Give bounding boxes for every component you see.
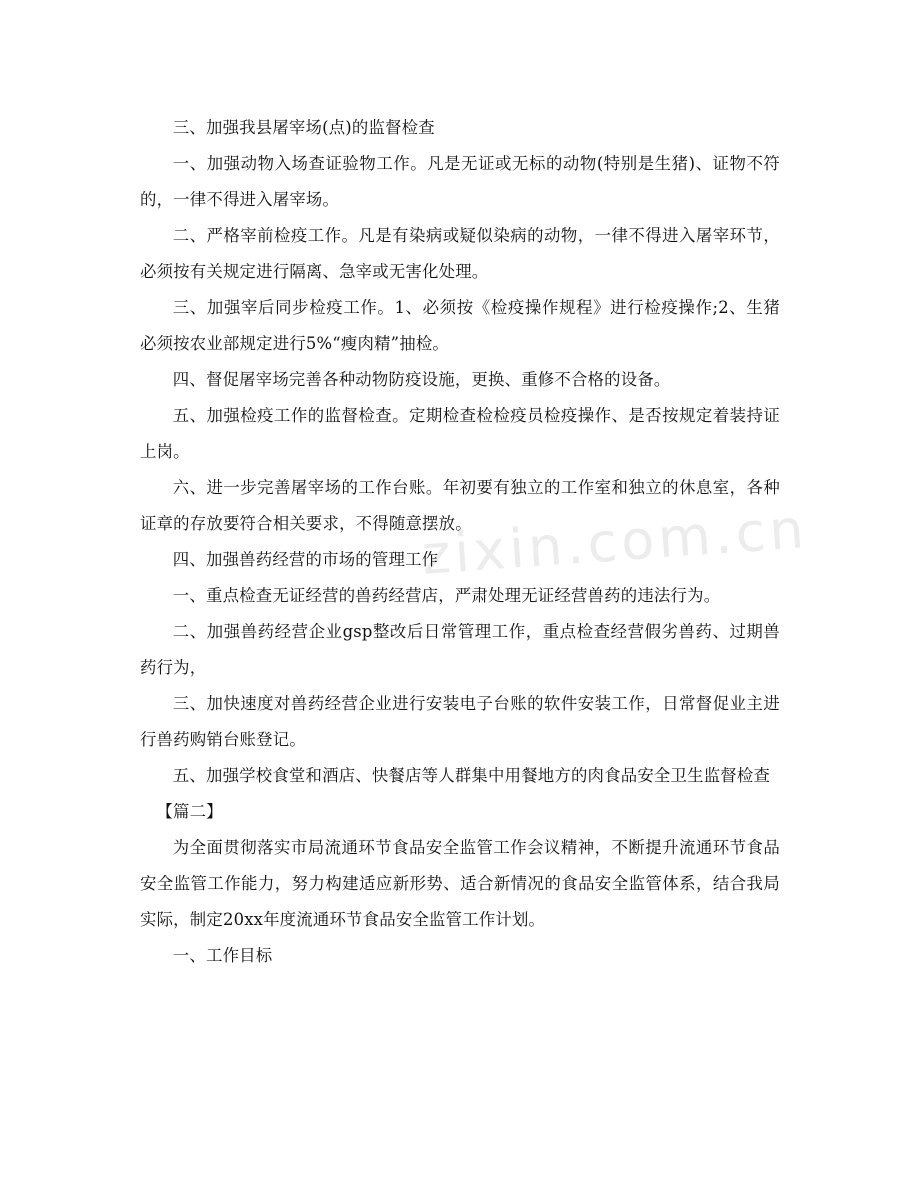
paragraph: 三、加快速度对兽药经营企业进行安装电子台账的软件安装工作，日常督促业主进行兽药购销台账登记。: [140, 694, 780, 749]
paragraph: 二、加强兽药经营企业gsp整改后日常管理工作，重点检查经营假劣兽药、过期兽药行为，: [140, 622, 780, 677]
paragraph: 五、加强检疫工作的监督检查。定期检查检检疫员检疫操作、是否按规定着装持证上岗。: [140, 406, 780, 461]
paragraph: 为全面贯彻落实市局流通环节食品安全监管工作会议精神，不断提升流通环节食品安全监管工作能力，努力构建适应新形势、适合新情况的食品安全监管体系，结合我局实际，制定20xx年度流通环节食品安全监管工作计划。: [140, 838, 780, 929]
paragraph: 六、进一步完善屠宰场的工作台账。年初要有独立的工作室和独立的休息室，各种证章的存放要符合相关要求，不得随意摆放。: [140, 478, 780, 533]
section-heading: 五、加强学校食堂和酒店、快餐店等人群集中用餐地方的肉食品安全卫生监督检查: [172, 766, 771, 785]
paragraph: 一、重点检查无证经营的兽药经营店，严肃处理无证经营兽药的违法行为。: [172, 586, 721, 605]
paragraph: 四、督促屠宰场完善各种动物防疫设施，更换、重修不合格的设备。: [172, 370, 671, 389]
part-heading: 【篇二】: [156, 802, 223, 821]
watermark: zixin.com.cn: [420, 497, 810, 587]
section-heading: 一、工作目标: [172, 946, 273, 965]
paragraph: 一、加强动物入场查证验物工作。凡是无证或无标的动物(特别是生猪)、证物不符的，一律不得进入屠宰场。: [140, 154, 780, 209]
section-heading: 三、加强我县屠宰场(点)的监督检查: [172, 118, 435, 137]
paragraph: 三、加强宰后同步检疫工作。1、必须按《检疫操作规程》进行检疫操作;2、生猪必须按农业部规定进行5%“瘦肉精”抽检。: [140, 298, 780, 353]
section-heading: 四、加强兽药经营的市场的管理工作: [172, 550, 439, 569]
paragraph: 二、严格宰前检疫工作。凡是有染病或疑似染病的动物，一律不得进入屠宰环节，必须按有关规定进行隔离、急宰或无害化处理。: [140, 226, 780, 281]
document-body: [140, 110, 780, 974]
